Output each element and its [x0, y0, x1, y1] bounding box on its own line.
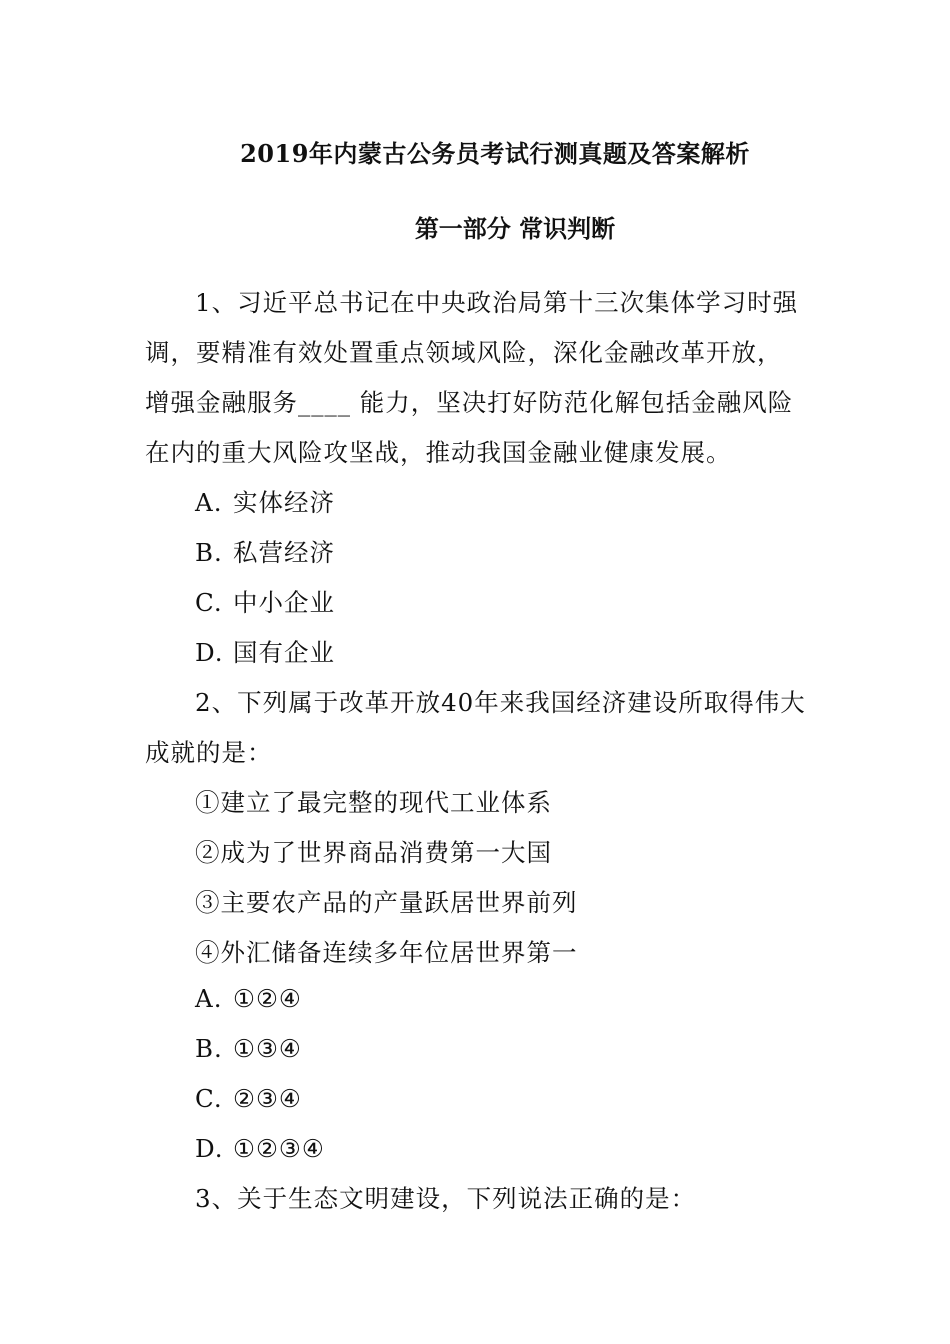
- question-1-option-a: [195, 484, 335, 519]
- option-letter: D.: [195, 1134, 224, 1163]
- question-1-option-c: [195, 584, 335, 619]
- option-letter: A.: [195, 488, 223, 517]
- question-1-option-b: [195, 534, 335, 569]
- option-letter: B.: [195, 1034, 223, 1063]
- question-1-line-4: 在内的重大风险攻坚战，推动我国金融业健康发展。: [145, 438, 732, 467]
- question-3-line-1: 3、关于生态文明建设，下列说法正确的是：: [195, 1184, 697, 1213]
- option-text: 中小企业: [233, 588, 335, 617]
- question-1-line-2: 调，要精准有效处置重点领域风险，深化金融改革开放，: [145, 338, 783, 367]
- question-2-item-3: ③主要农产品的产量跃居世界前列: [195, 888, 578, 917]
- option-letter: D.: [195, 638, 224, 667]
- question-1-line-3: 增强金融服务____ 能力，坚决打好防范化解包括金融风险: [145, 388, 794, 417]
- option-text: ①③④: [233, 1034, 302, 1063]
- option-text: 国有企业: [233, 638, 335, 667]
- question-2-option-a: [195, 984, 302, 1013]
- question-2-item-2: ②成为了世界商品消费第一大国: [195, 838, 552, 867]
- option-text: ①②④: [233, 984, 302, 1013]
- option-letter: C.: [195, 1084, 223, 1113]
- option-text: ①②③④: [233, 1134, 325, 1163]
- option-letter: A.: [195, 984, 223, 1013]
- section-title: 第一部分 常识判断: [414, 214, 616, 243]
- question-2-option-d: [195, 1134, 325, 1163]
- option-text: 实体经济: [233, 488, 335, 517]
- question-1-line-1: 1、习近平总书记在中央政治局第十三次集体学习时强: [195, 288, 799, 317]
- question-1-option-d: [195, 634, 335, 669]
- question-2-line-1: 2、下列属于改革开放40年来我国经济建设所取得伟大: [195, 688, 806, 717]
- page-title: 2019年内蒙古公务员考试行测真题及答案解析: [240, 139, 750, 168]
- question-2-item-1: ①建立了最完整的现代工业体系: [195, 788, 552, 817]
- option-letter: C.: [195, 588, 223, 617]
- question-2-option-b: [195, 1034, 302, 1063]
- question-2-line-2: 成就的是：: [145, 738, 273, 767]
- option-letter: B.: [195, 538, 223, 567]
- question-2-option-c: [195, 1084, 302, 1113]
- option-text: ②③④: [233, 1084, 302, 1113]
- question-2-item-4: ④外汇储备连续多年位居世界第一: [195, 938, 578, 967]
- option-text: 私营经济: [233, 538, 335, 567]
